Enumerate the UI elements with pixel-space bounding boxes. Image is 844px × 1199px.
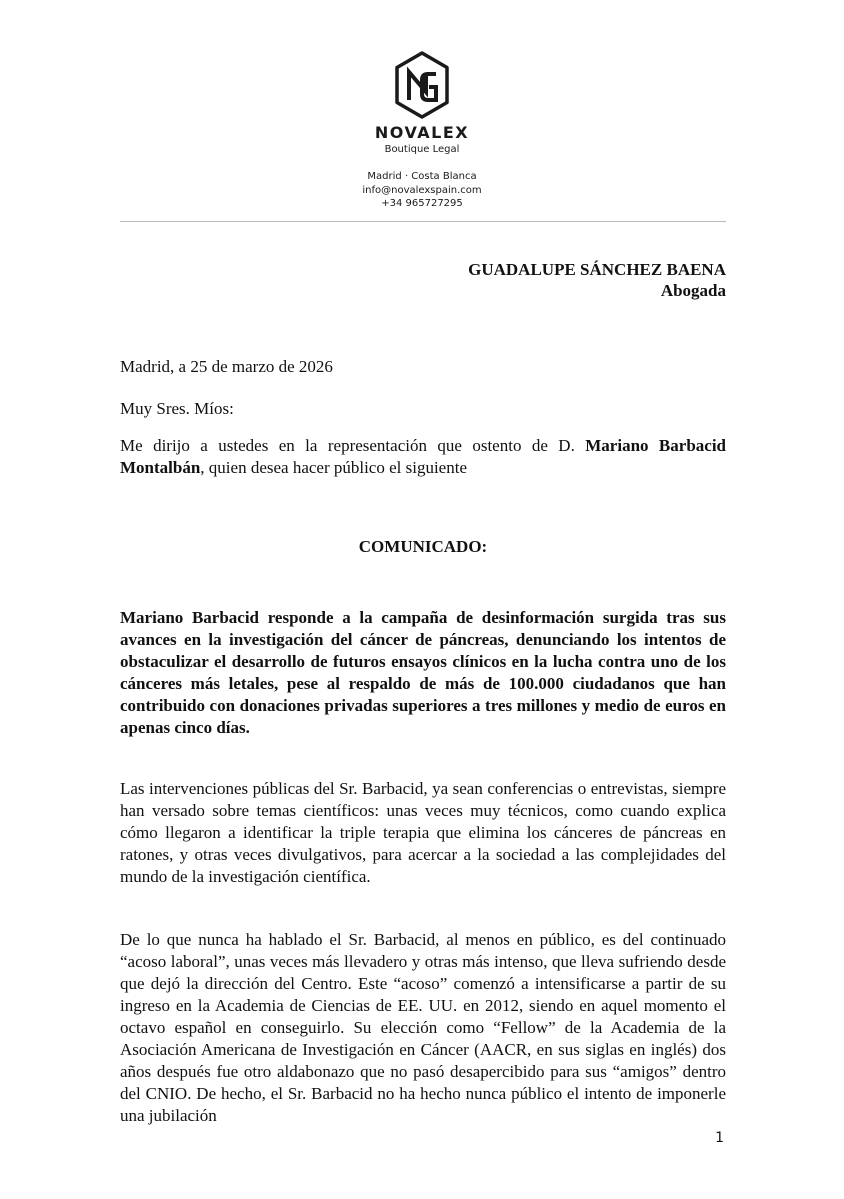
intro-text-end: , quien desea hacer público el siguiente bbox=[200, 458, 468, 477]
client-name: Mariano Barbacid Montalbán bbox=[120, 436, 726, 477]
page-number: 1 bbox=[715, 1130, 724, 1146]
contact-phone: +34 965727295 bbox=[381, 198, 463, 209]
salutation: Muy Sres. Míos: bbox=[120, 399, 234, 418]
brand-name: NOVALEX bbox=[374, 123, 470, 142]
signer-role: Abogada bbox=[660, 281, 726, 300]
contact-block bbox=[0, 170, 844, 211]
document-heading: COMUNICADO: bbox=[358, 537, 488, 556]
header-divider bbox=[120, 221, 726, 222]
intro-text-start: Me dirijo a ustedes en la representación que ostento de D. bbox=[120, 436, 586, 455]
body-paragraph-2: De lo que nunca ha hablado el Sr. Barbacid, al menos en público, es del continuado “acoso laboral”, unas veces más llevadero y otras más intenso, que lleva sufriendo desde que dejó la dirección del Centro. Este “acoso” comenzó a intensificarse a partir de su ingreso en la Academia de Ciencias de EE. UU. en 2012, siendo en aquel momento el octavo español en conseguirlo. Su elección como “Fellow” de la Academia de la Asociación Americana de Investigación en Cáncer (AACR, en sus siglas en inglés) dos años después fue otro aldabonazo que no pasó desapercibido para sus “amigos” dentro del CNIO. De hecho, el Sr. Barbacid no ha hecho nunca público el intento de imponerle una jubilación bbox=[120, 930, 726, 1125]
body-paragraph-1: Las intervenciones públicas del Sr. Barbacid, ya sean conferencias o entrevistas, siempre han versado sobre temas científicos: unas veces muy técnicos, como cuando explica cómo llegaron a identificar la triple terapia que elimina los cánceres de páncreas en ratones, y otras veces divulgativos, para acercar a la sociedad a las complejidades del mundo de la investigación científica. bbox=[120, 779, 726, 886]
letterhead bbox=[0, 50, 844, 211]
office-locations: Madrid · Costa Blanca bbox=[367, 171, 477, 182]
hexagon-monogram-icon bbox=[392, 50, 452, 120]
contact-email: info@novalexspain.com bbox=[362, 184, 482, 196]
date-line: Madrid, a 25 de marzo de 2026 bbox=[120, 357, 333, 376]
brand-tagline: Boutique Legal bbox=[384, 144, 460, 155]
summary-paragraph: Mariano Barbacid responde a la campaña de desinformación surgida tras sus avances en la investigación del cáncer de páncreas, denunciando los intentos de obstaculizar el desarrollo de futuros ensayos clínicos en la lucha contra uno de los cánceres más letales, pese al respaldo de más de 100.000 ciudadanos que han contribuido con donaciones privadas superiores a tres millones y medio de euros en apenas cinco días. bbox=[120, 608, 726, 737]
signer-name: GUADALUPE SÁNCHEZ BAENA bbox=[468, 260, 726, 279]
intro-paragraph bbox=[120, 435, 726, 479]
signer-block bbox=[468, 259, 726, 301]
